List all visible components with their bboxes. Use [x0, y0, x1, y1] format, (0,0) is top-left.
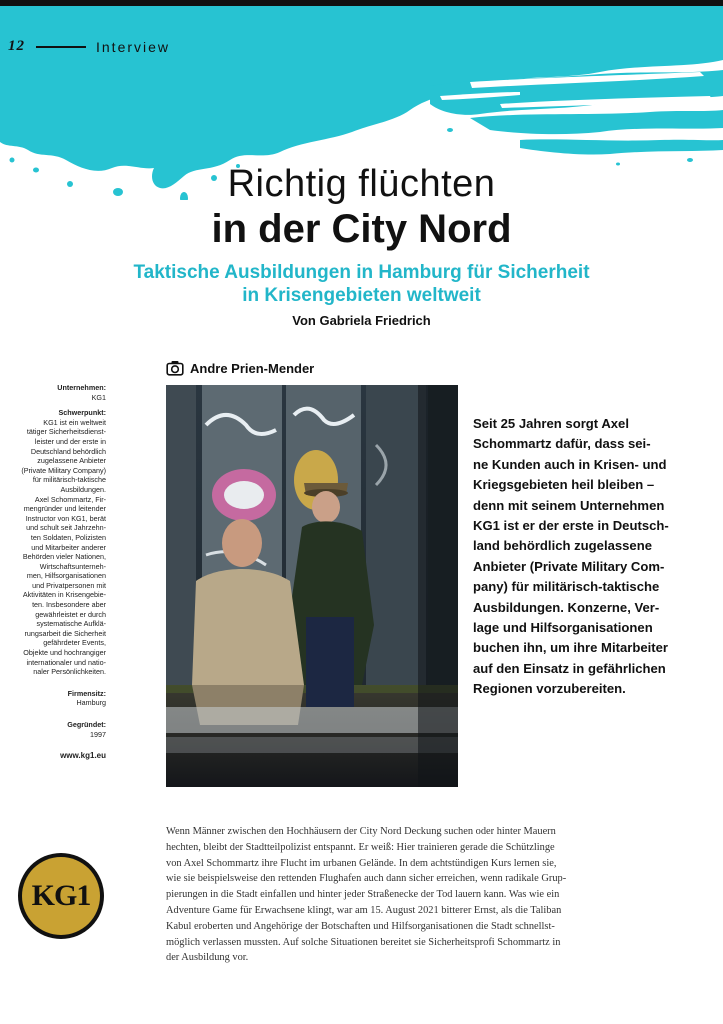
focus-line: und Mitarbeiter anderer	[31, 542, 106, 552]
lead-line: Anbieter (Private Military Com-	[473, 558, 665, 574]
hq-value: Hamburg	[76, 698, 106, 708]
lead-line: lage und Hilfsorganisationen	[473, 620, 653, 636]
focus-line: und Privatpersonen mit	[32, 580, 106, 590]
focus-line: Objekte und hochrangiger	[23, 648, 106, 658]
body-paragraph	[166, 824, 616, 966]
company-fact-box	[10, 383, 106, 761]
body-line: wie sie beispielsweise den rettenden Flughafen auch dann sicher erreichen, wenn radikale Grup-	[166, 873, 567, 885]
lead-line: Schommartz dafür, dass sei-	[473, 436, 651, 452]
founded-label: Gegründet:	[67, 720, 106, 729]
body-line: hechten, bleibt der Stadtteilpolizist entspannt. Er weiß: Hier trainieren gerade die Schützlinge	[166, 841, 555, 853]
lead-line: denn mit seinem Unternehmen	[473, 497, 665, 513]
lead-line: Regionen vorzubereiten.	[473, 681, 626, 697]
photo-credit	[166, 360, 314, 376]
focus-line: Behörden vieler Nationen,	[22, 552, 106, 562]
title-line-2: in der City Nord	[211, 207, 512, 251]
lead-line: ne Kunden auch in Krisen- und	[473, 456, 667, 472]
lead-line: buchen ihn, um ihre Mitarbeiter	[473, 640, 668, 656]
article-photo	[166, 385, 458, 787]
focus-line: Wirtschaftsunterneh-	[39, 561, 106, 571]
byline: Von Gabriela Friedrich	[292, 313, 431, 328]
page-number: 12	[8, 38, 25, 54]
body-line: pierungen in die Stadt einfallen und hinter jeder Straßenecke der Tod lauern kann. Was wie ein	[166, 889, 560, 901]
body-line: möglich verlassen mussten. Auf solche Situationen bereitet sie Sicherheitsprofi Schommartz in	[166, 936, 561, 948]
focus-line: und schult seit Jahrzehn-	[26, 523, 106, 533]
founded-value: 1997	[90, 729, 106, 739]
header-rule	[36, 46, 86, 48]
subtitle-line-2: in Krisengebieten weltweit	[242, 285, 481, 306]
focus-line: ten Soldaten, Polizisten	[30, 532, 106, 542]
subtitle-line-1: Taktische Ausbildungen in Hamburg für Sicherheit	[133, 262, 590, 283]
focus-line: systematische Aufklä-	[36, 619, 106, 629]
lead-line: Kriegsgebieten heil bleiben –	[473, 477, 655, 493]
body-line: der Ausbildung vor.	[166, 952, 249, 964]
lead-line: land behördlich zugelassene	[473, 538, 652, 554]
subtitle	[100, 261, 623, 307]
focus-line: gefährdeter Events,	[43, 638, 106, 648]
lead-paragraph	[473, 414, 713, 700]
focus-line: Aktivitäten in Krisengebie-	[22, 590, 106, 600]
focus-line: Instructor von KG1, berät	[25, 513, 106, 523]
camera-icon	[166, 360, 184, 376]
focus-line: rungsarbeit die Sicherheit	[24, 628, 106, 638]
focus-line: (Private Military Company)	[21, 465, 106, 475]
focus-label: Schwerpunkt:	[58, 408, 106, 418]
focus-line: Deutschland behördlich	[30, 446, 106, 456]
focus-line: Axel Schommartz, Fir-	[34, 494, 106, 504]
lead-line: KG1 ist er der erste in Deutsch-	[473, 518, 669, 534]
focus-line: internationaler und natio-	[26, 657, 106, 667]
focus-line: leister und der erste in	[34, 436, 106, 446]
photo-credit-name: Andre Prien-Mender	[190, 360, 315, 376]
body-line: Kabul eroberten und Angehörige der Botschaften und Hilfsorganisationen die Stadt schnellst-	[166, 920, 555, 932]
company-value: KG1	[91, 392, 106, 402]
focus-line: ten. Insbesondere aber	[32, 600, 106, 610]
section-label: Interview	[96, 39, 171, 55]
focus-line: Ausbildungen.	[60, 484, 106, 494]
website-link[interactable]: www.kg1.eu	[60, 751, 106, 761]
photo-illustration	[166, 385, 458, 787]
title-line-1: Richtig flüchten	[227, 163, 496, 205]
kg1-logo-text: KG1	[22, 857, 100, 935]
focus-line: mengründer und leitender	[23, 504, 106, 514]
company-label: Unternehmen:	[57, 383, 106, 392]
focus-line: für militärisch-taktische	[32, 475, 106, 485]
focus-line: gewährleistet er durch	[35, 609, 106, 619]
focus-text	[10, 418, 106, 677]
kg1-logo	[18, 853, 104, 939]
focus-line: naler Persönlichkeiten.	[33, 667, 106, 677]
lead-line: Ausbildungen. Konzerne, Ver-	[473, 599, 660, 615]
focus-line: zugelassene Anbieter	[37, 456, 106, 466]
body-line: von Axel Schommartz ihre Flucht im urbanen Gelände. In dem achtstündigen Kurs lernen sie,	[166, 857, 557, 869]
lead-line: pany) für militärisch-taktische	[473, 579, 660, 595]
lead-line: auf den Einsatz in gefährlichen	[473, 660, 666, 676]
hq-label: Firmensitz:	[67, 688, 106, 698]
focus-line: tätiger Sicherheitsdienst-	[26, 427, 106, 437]
focus-line: men, Hilfsorganisationen	[26, 571, 106, 581]
lead-line: Seit 25 Jahren sorgt Axel	[473, 416, 629, 431]
body-line: Adventure Game für Erwachsene klingt, war am 15. August 2021 bitterer Ernst, als die Taliban	[166, 904, 562, 916]
body-line: Wenn Männer zwischen den Hochhäusern der City Nord Deckung suchen oder hinter Mauern	[166, 826, 556, 837]
focus-line: KG1 ist ein weltweit	[43, 417, 106, 427]
